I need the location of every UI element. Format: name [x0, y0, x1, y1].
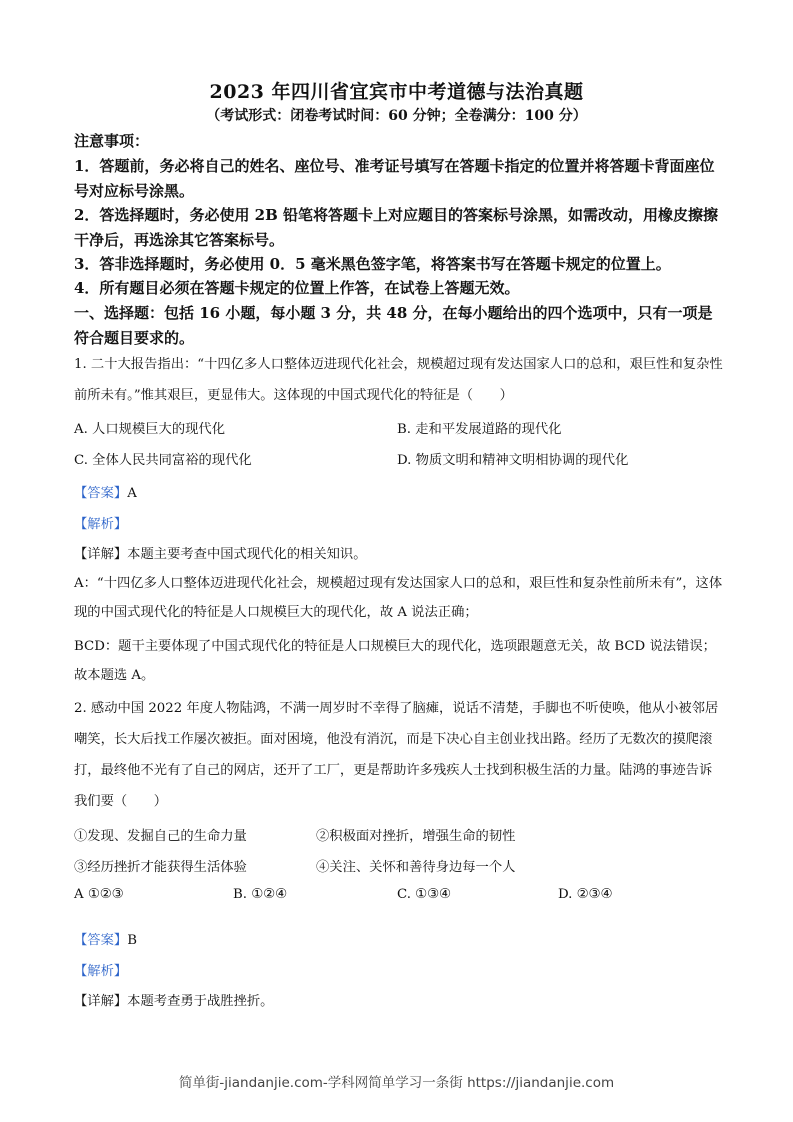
- answer-value: A: [127, 486, 137, 501]
- section-heading: 一、选择题：包括 16 小题，每小题 3 分，共 48 分，在每小题给出的四个选项中，只有一项是符合题目要求的。: [74, 304, 713, 347]
- q2-option-a: A ①②③: [74, 887, 124, 902]
- q2-statement-1: ①发现、发掘自己的生命力量: [74, 829, 247, 844]
- notice-item-3: 3．答非选择题时，务必使用 0．5 毫米黑色签字笔，将答案书写在答题卡规定的位置上。: [74, 255, 671, 273]
- q2-option-c: C. ①③④: [397, 887, 451, 902]
- q1-option-b: B. 走和平发展道路的现代化: [397, 422, 562, 437]
- q2-statement-2: ②积极面对挫折，增强生命的韧性: [316, 829, 516, 844]
- answer-value: B: [127, 933, 137, 948]
- answer-tag: 【答案】: [74, 486, 128, 501]
- answer-tag: 【答案】: [74, 933, 128, 948]
- q1-answer: [74, 482, 137, 501]
- q1-analysis-para-2: BCD：题干主要体现了中国式现代化的特征是人口规模巨大的现代化，选项跟题意无关，故 BCD 说法错误；: [74, 639, 716, 654]
- q2-answer: [74, 929, 137, 948]
- q2-stem: 2. 感动中国 2022 年度人物陆鸿，不满一周岁时不幸得了脑瘫，说话不清楚，手脚也不听使唤，他从小被邻居嘲笑，长大后找工作屡次被拒。面对困境，他没有消沉，而是下决心自主创业找出路。经历了无数次的摸爬滚打，最终他不光有了自己的网店，还开了工厂，更是帮助许多残疾人士找到积极生活的力量。陆鸿的事迹告诉我们要（ ）: [74, 701, 719, 809]
- page-title: 2023 年四川省宜宾市中考道德与法治真题: [209, 81, 584, 103]
- notice-heading: 注意事项：: [74, 132, 150, 150]
- q1-option-c: C. 全体人民共同富裕的现代化: [74, 453, 252, 468]
- q2-detail: 【详解】本题考查勇于战胜挫折。: [74, 994, 274, 1009]
- q1-analysis-para-3: 故本题选 A。: [74, 668, 155, 683]
- notice-item-1: 1．答题前，务必将自己的姓名、座位号、准考证号填写在答题卡指定的位置并将答题卡背面座位号对应标号涂黑。: [74, 157, 715, 200]
- q2-option-b: B. ①②④: [233, 887, 287, 902]
- q1-option-a: A. 人口规模巨大的现代化: [74, 422, 226, 437]
- q2-analysis-tag: 【解析】: [74, 964, 128, 979]
- q1-option-d: D. 物质文明和精神文明相协调的现代化: [397, 453, 629, 468]
- q1-analysis-para-1: A：“十四亿多人口整体迈进现代化社会，规模超过现有发达国家人口的总和，艰巨性和复杂性前所未有”，这体现的中国式现代化的特征是人口规模巨大的现代化，故 A 说法正确；: [74, 576, 723, 620]
- notice-item-2: 2．答选择题时，务必使用 2B 铅笔将答题卡上对应题目的答案标号涂黑，如需改动，用橡皮擦擦干净后，再选涂其它答案标号。: [74, 206, 719, 249]
- page-footer: 简单街-jiandanjie.com-学科网简单学习一条街 https://jiandanjie.com: [178, 1075, 615, 1091]
- notice-item-4: 4．所有题目必须在答题卡规定的位置上作答，在试卷上答题无效。: [74, 279, 520, 297]
- q1-detail: 【详解】本题主要考查中国式现代化的相关知识。: [74, 547, 367, 562]
- q2-option-d: D. ②③④: [558, 887, 613, 902]
- q2-statement-3: ③经历挫折才能获得生活体验: [74, 860, 247, 875]
- q2-statement-4: ④关注、关怀和善待身边每一个人: [316, 860, 516, 875]
- q1-analysis-tag: 【解析】: [74, 517, 128, 532]
- page-subtitle: （考试形式：闭卷考试时间：60 分钟；全卷满分：100 分）: [206, 108, 587, 124]
- q1-stem: 1. 二十大报告指出：“十四亿多人口整体迈进现代化社会，规模超过现有发达国家人口的总和，艰巨性和复杂性前所未有。”惟其艰巨，更显伟大。这体现的中国式现代化的特征是（ ）: [74, 357, 723, 403]
